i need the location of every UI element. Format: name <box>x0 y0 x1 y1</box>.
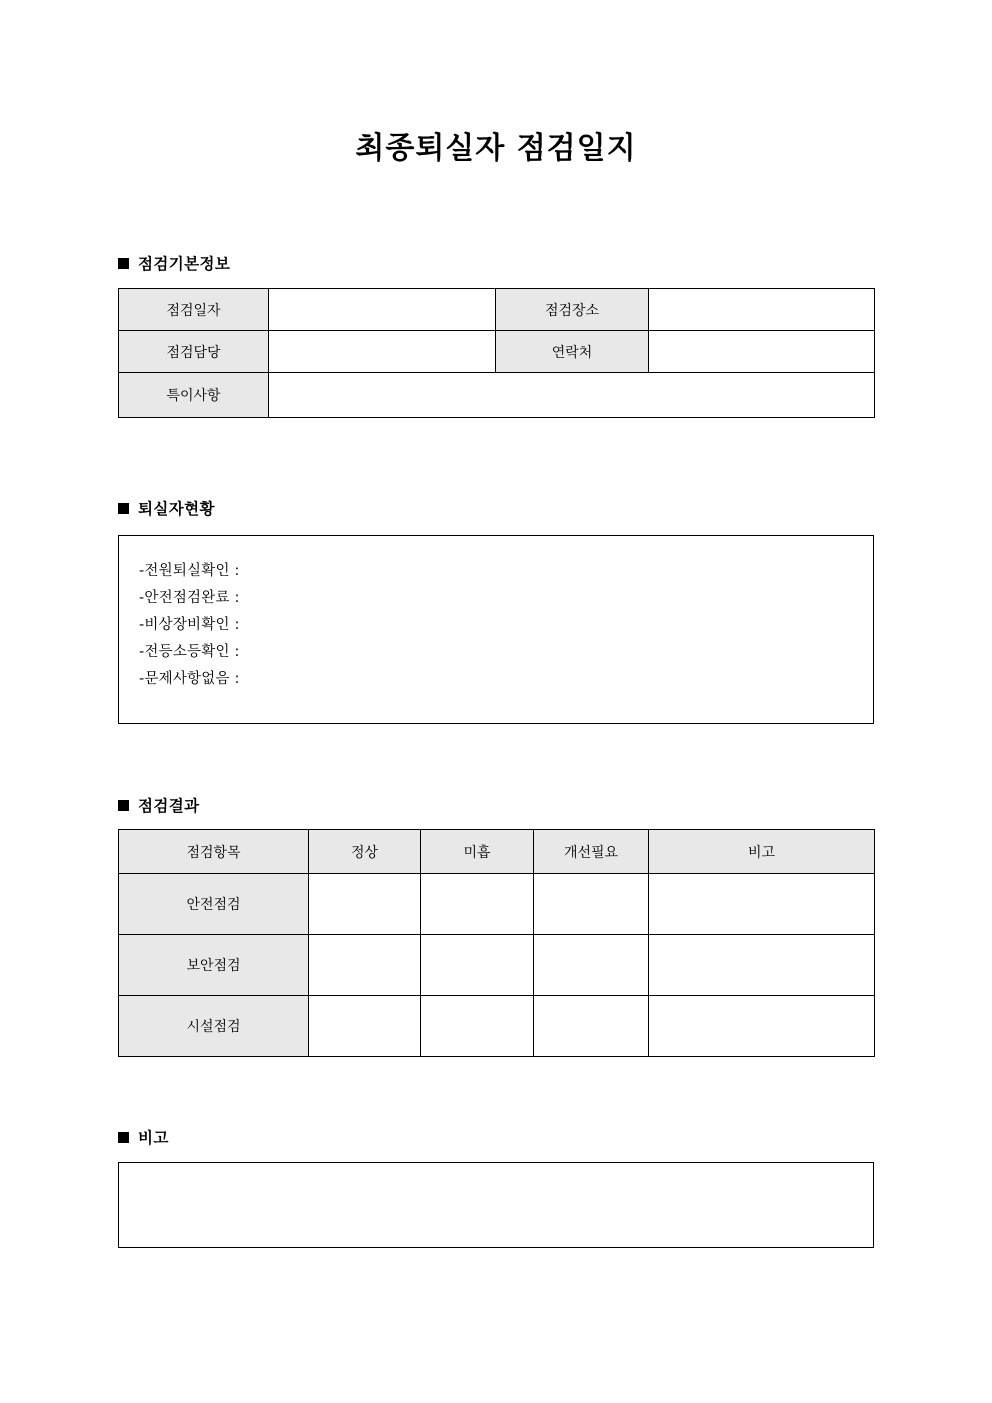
row-label-safety-inspection: 안전점검 <box>119 874 309 935</box>
input-contact[interactable] <box>649 331 875 373</box>
table-row <box>119 331 875 373</box>
row-label-security-inspection: 보안점검 <box>119 935 309 996</box>
cell-security-remarks[interactable] <box>649 935 875 996</box>
table-row <box>119 289 875 331</box>
label-inspector: 점검담당 <box>119 331 269 373</box>
table-header-row <box>119 830 875 874</box>
square-bullet-icon <box>118 800 129 811</box>
column-header-needs-improvement: 개선필요 <box>534 830 649 874</box>
cell-facility-normal[interactable] <box>309 996 421 1057</box>
cell-facility-remarks[interactable] <box>649 996 875 1057</box>
column-header-normal: 정상 <box>309 830 421 874</box>
list-item[interactable]: -안전점검완료 : <box>139 590 240 606</box>
cell-safety-poor[interactable] <box>421 874 534 935</box>
table-row <box>119 996 875 1057</box>
section-header-inspection-result <box>118 794 200 816</box>
label-inspection-place: 점검장소 <box>496 289 649 331</box>
table-row <box>119 935 875 996</box>
table-row <box>119 874 875 935</box>
cell-safety-normal[interactable] <box>309 874 421 935</box>
list-item[interactable]: -문제사항없음 : <box>139 671 240 687</box>
cell-security-poor[interactable] <box>421 935 534 996</box>
section-header-departure-status <box>118 497 215 519</box>
input-special-notes[interactable] <box>269 373 875 418</box>
departure-status-box <box>118 535 874 724</box>
label-inspection-date: 점검일자 <box>119 289 269 331</box>
departure-status-list <box>139 558 873 693</box>
square-bullet-icon <box>118 1132 129 1143</box>
cell-safety-needs-improvement[interactable] <box>534 874 649 935</box>
section-title-departure-status: 퇴실자현황 <box>138 500 215 518</box>
section-title-inspection-result: 점검결과 <box>138 797 200 815</box>
column-header-item: 점검항목 <box>119 830 309 874</box>
list-item[interactable]: -전등소등확인 : <box>139 644 240 660</box>
basic-info-table <box>118 288 875 418</box>
list-item[interactable]: -비상장비확인 : <box>139 617 240 633</box>
section-header-notes <box>118 1126 169 1148</box>
input-inspector[interactable] <box>269 331 496 373</box>
page-title: 최종퇴실자 점검일지 <box>355 131 637 166</box>
square-bullet-icon <box>118 258 129 269</box>
section-header-basic-info <box>118 252 230 274</box>
section-title-notes: 비고 <box>138 1129 169 1147</box>
cell-security-normal[interactable] <box>309 935 421 996</box>
table-row <box>119 373 875 418</box>
label-contact: 연락처 <box>496 331 649 373</box>
cell-facility-needs-improvement[interactable] <box>534 996 649 1057</box>
square-bullet-icon <box>118 503 129 514</box>
cell-facility-poor[interactable] <box>421 996 534 1057</box>
inspection-result-table <box>118 829 875 1057</box>
input-inspection-place[interactable] <box>649 289 875 331</box>
input-inspection-date[interactable] <box>269 289 496 331</box>
notes-box[interactable] <box>118 1162 874 1248</box>
label-special-notes: 특이사항 <box>119 373 269 418</box>
column-header-remarks: 비고 <box>649 830 875 874</box>
list-item[interactable]: -전원퇴실확인 : <box>139 563 240 579</box>
cell-safety-remarks[interactable] <box>649 874 875 935</box>
row-label-facility-inspection: 시설점검 <box>119 996 309 1057</box>
column-header-poor: 미흡 <box>421 830 534 874</box>
cell-security-needs-improvement[interactable] <box>534 935 649 996</box>
section-title-basic-info: 점검기본정보 <box>138 255 231 273</box>
